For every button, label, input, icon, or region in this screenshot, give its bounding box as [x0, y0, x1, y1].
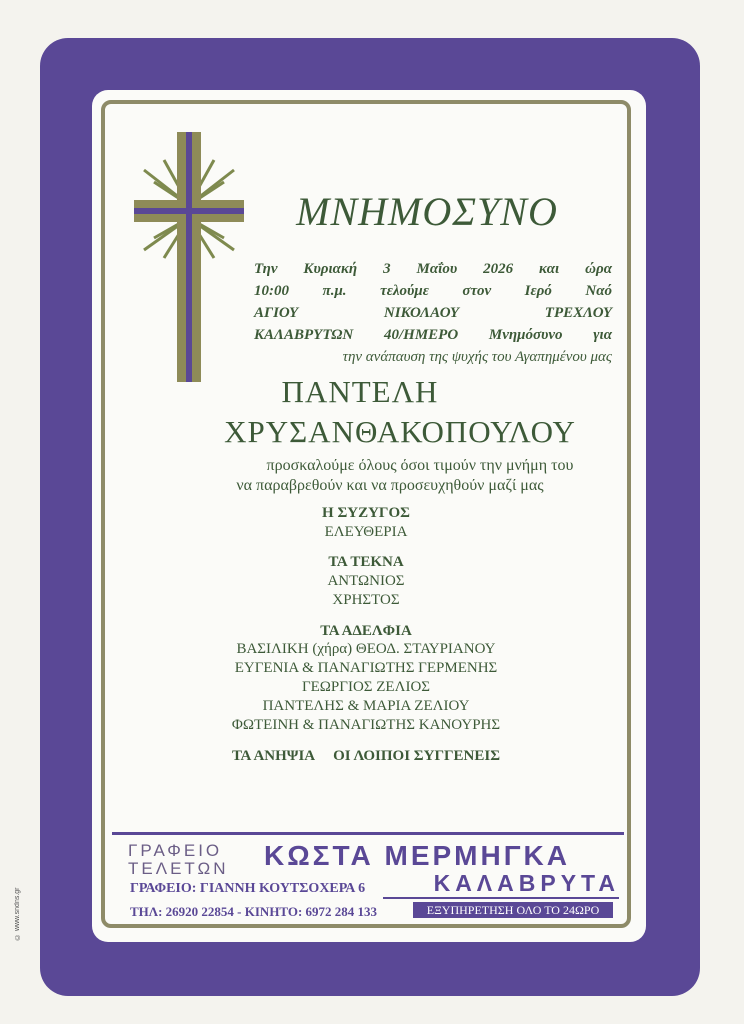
intro-line-2: 10:00 π.μ. τελούμε στον Ιερό Ναό [254, 283, 612, 299]
service-badge: ΕΞΥΠΗΡΕΤΗΣΗ ΟΛΟ ΤΟ 24ΩΡΟ [413, 902, 613, 918]
office-line-2: ΤΕΛΕΤΩΝ [128, 859, 229, 878]
phone-numbers: ΤΗΛ: 26920 22854 - ΚΙΝΗΤΟ: 6972 284 133 [130, 904, 378, 919]
child-name: ΑΝΤΩΝΙΟΣ [327, 573, 405, 589]
city-name: ΚΑΛΑΒΡΥΤΑ [433, 870, 620, 896]
closing-relatives: ΤΑ ΑΝΗΨΙΑ ΟΙ ΛΟΙΠΟΙ ΣΥΓΓΕΝΕΙΣ [231, 748, 501, 764]
sibling-name: ΦΩΤΕΙΝΗ & ΠΑΝΑΓΙΩΤΗΣ ΚΑΝΟΥΡΗΣ [231, 717, 501, 733]
deceased-surname: ΧΡΥΣΑΝΘΑΚΟΠΟΥΛΟΥ [224, 414, 576, 449]
intro-line-1: Την Κυριακή 3 Μαΐου 2026 και ώρα [254, 261, 612, 277]
invitation-line-1: προσκαλούμε όλους όσοι τιμούν την μνήμη του [266, 457, 574, 474]
office-address: ΓΡΑΦΕΙΟ: ΓΙΑΝΝΗ ΚΟΥΤΣΟΧΕΡΑ 6 [130, 881, 366, 896]
cross-icon [134, 130, 244, 384]
sibling-name: ΓΕΩΡΓΙΟΣ ΖΕΛΙΟΣ [301, 679, 431, 695]
child-name: ΧΡΗΣΤΟΣ [332, 592, 400, 608]
sibling-name: ΕΥΓΕΝΙΑ & ΠΑΝΑΓΙΩΤΗΣ ΓΕΡΜΕΝΗΣ [234, 660, 498, 676]
footer-divider [112, 832, 624, 835]
title-mnimosyno: ΜΝΗΜΟΣΥΝΟ [296, 189, 558, 234]
sibling-name: ΠΑΝΤΕΛΗΣ & ΜΑΡΙΑ ΖΕΛΙΟΥ [262, 698, 470, 714]
invitation-line-2: να παραβρεθούν και να προσευχηθούν μαζί μας [236, 477, 544, 494]
siblings-heading: ΤΑ ΑΔΕΛΦΙΑ [320, 623, 412, 639]
deceased-first-name: ΠΑΝΤΕΛΗ [281, 374, 439, 409]
intro-line-4: ΚΑΛΑΒΡΥΤΩΝ 40/ΗΜΕΡΟ Μνημόσυνο για [254, 327, 612, 343]
intro-line-3: ΑΓΙΟΥ ΝΙΚΟΛΑΟΥ ΤΡΕΧΛΟΥ [254, 305, 612, 321]
office-line-1: ΓΡΑΦΕΙΟ [128, 841, 223, 860]
funeral-office-label [128, 842, 258, 878]
children-heading: ΤΑ ΤΕΚΝΑ [328, 554, 404, 570]
credit-text: © www.sndns.gr [14, 887, 21, 940]
city-underline [383, 897, 619, 899]
spouse-heading: Η ΣΥΖΥΓΟΣ [322, 505, 410, 521]
intro-line-5: την ανάπαυση της ψυχής του Αγαπημένου μας [342, 349, 612, 365]
spouse-name: ΕΛΕΥΘΕΡΙΑ [324, 524, 408, 540]
sibling-name: ΒΑΣΙΛΙΚΗ (χήρα) ΘΕΟΔ. ΣΤΑΥΡΙΑΝΟΥ [236, 641, 496, 657]
funeral-home-name: ΚΩΣΤΑ ΜΕΡΜΗΓΚΑ [264, 840, 570, 871]
